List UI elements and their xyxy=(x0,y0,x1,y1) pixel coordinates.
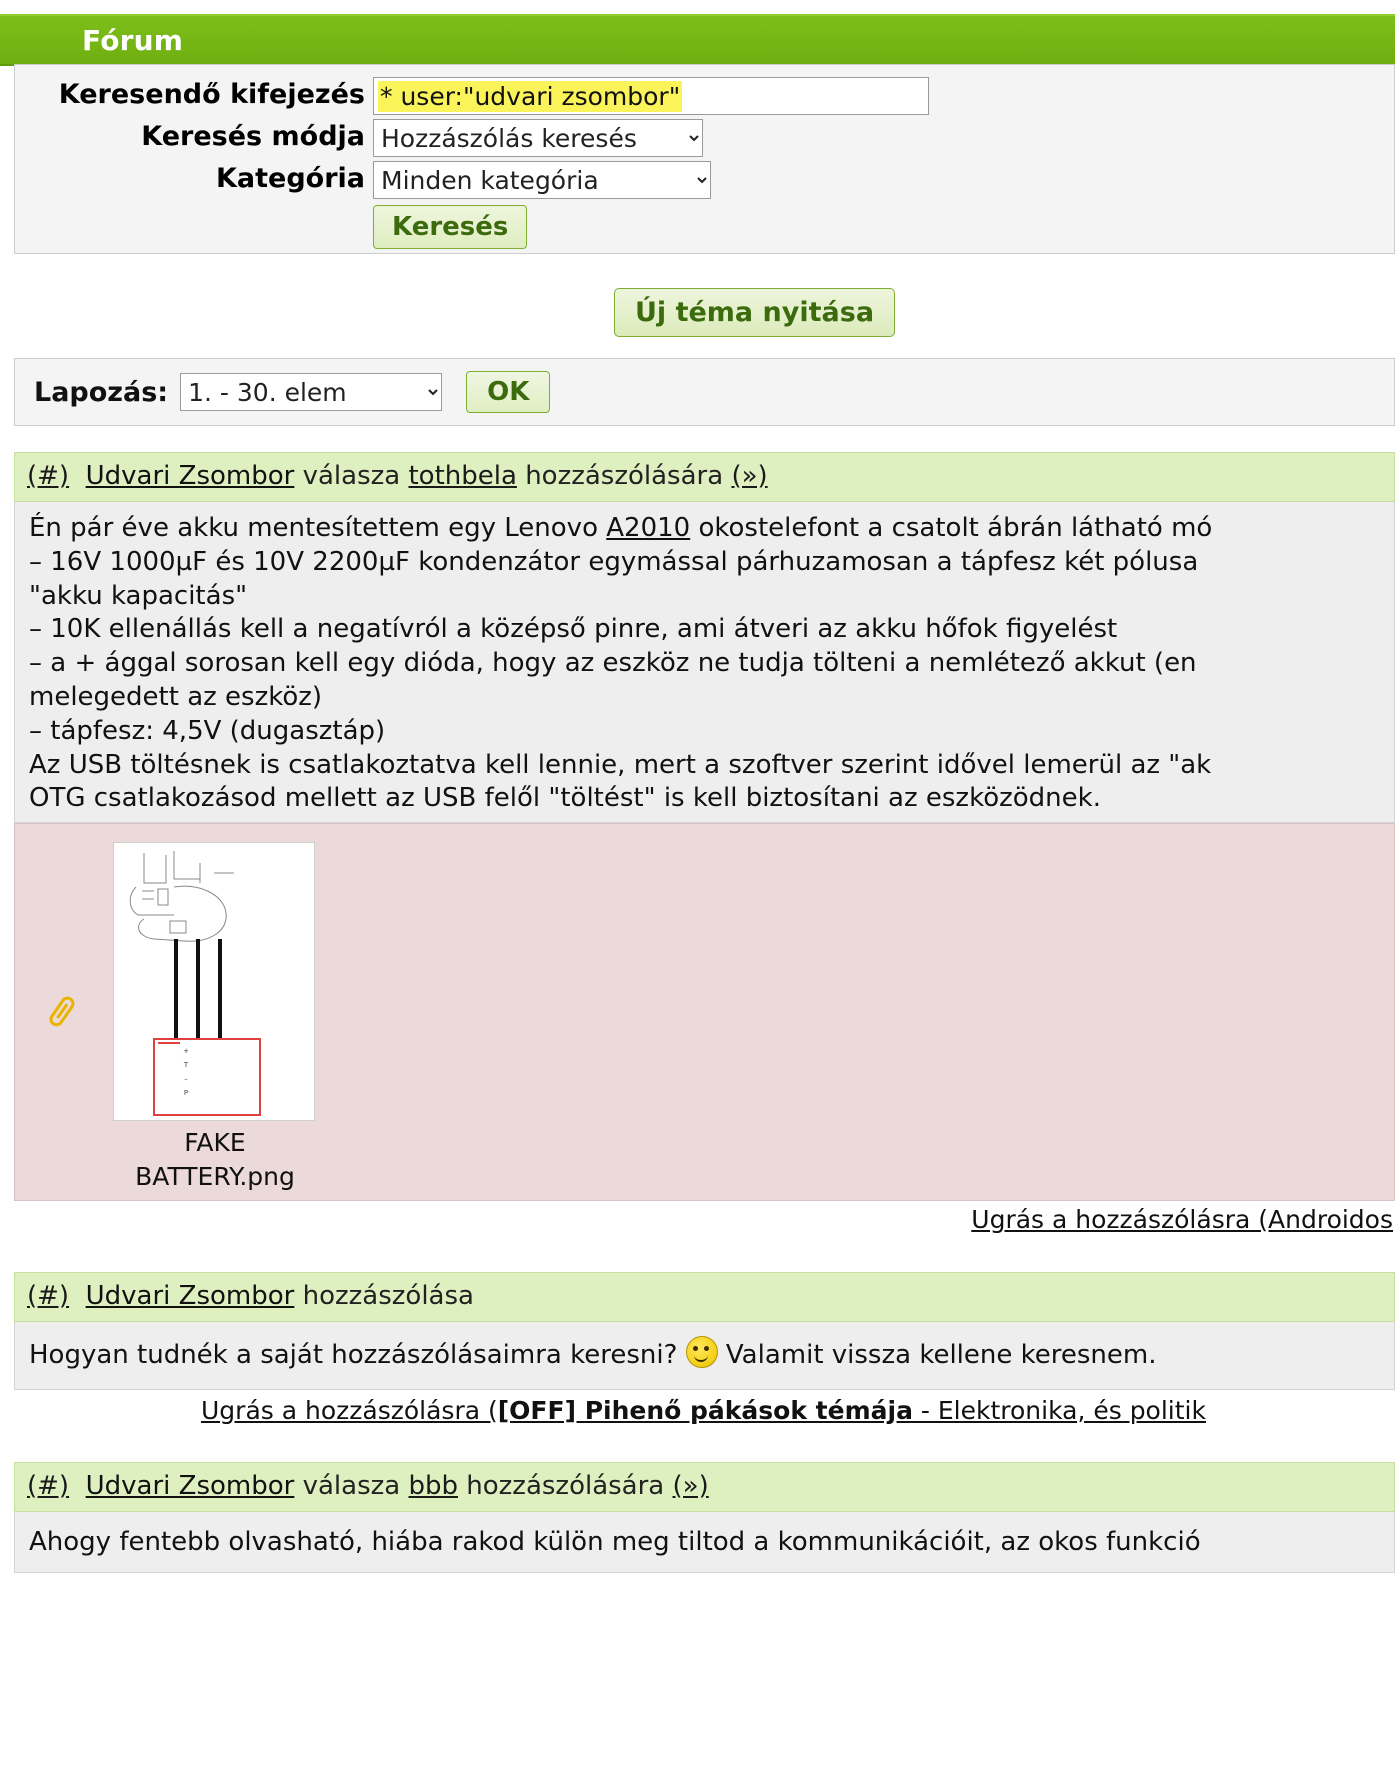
attachment-filename xyxy=(75,1126,355,1194)
post-target-author-link[interactable]: tothbela xyxy=(408,461,517,491)
post-permalink[interactable]: (#) xyxy=(27,1281,70,1311)
post-line: Én pár éve akku mentesítettem egy Lenovo A2010 okostelefont a csatolt ábrán látható mó xyxy=(29,513,1213,543)
post-line: – 10K ellenállás kell a negatívról a középső pinre, ami átveri az akku hőfok figyelést xyxy=(29,614,1118,645)
jump-suffix: - Elektronika, és politik xyxy=(912,1395,1206,1425)
search-submit-button[interactable]: Keresés xyxy=(373,205,527,249)
post-author-link[interactable]: Udvari Zsombor xyxy=(85,1281,295,1311)
search-panel xyxy=(14,64,1395,254)
svg-text:P: P xyxy=(183,1089,189,1098)
post-header xyxy=(14,452,1395,502)
svg-text:T: T xyxy=(183,1061,189,1070)
attachment-filename-line1: FAKE xyxy=(184,1128,246,1158)
page-title: Fórum xyxy=(82,23,184,57)
search-term-label: Keresendő kifejezés xyxy=(58,79,365,110)
search-category-select[interactable] xyxy=(373,161,711,199)
post-body xyxy=(14,502,1395,823)
post-line-pre: Hogyan tudnék a saját hozzászólásaimra keresni? xyxy=(29,1340,686,1370)
search-category-label: Kategória xyxy=(215,163,365,194)
post-action2-text: hozzászólására xyxy=(525,461,724,491)
post-author-link[interactable]: Udvari Zsombor xyxy=(85,461,295,491)
post-item xyxy=(14,1462,1395,1573)
post-action2-text: hozzászólására xyxy=(466,1471,665,1501)
attachment-filename-line2: BATTERY.png xyxy=(135,1161,295,1191)
post-line: OTG csatlakozásod mellett az USB felől "töltést" is kell biztosítani az eszközödnek. xyxy=(29,783,1101,814)
pager-panel xyxy=(14,358,1395,426)
post-line-post: Valamit vissza kellene keresnem. xyxy=(717,1340,1157,1370)
post-target-author-link[interactable]: bbb xyxy=(408,1471,458,1501)
pager-select[interactable] xyxy=(180,373,442,411)
post-action-text: válasza xyxy=(302,461,401,491)
post-quote-link[interactable]: (») xyxy=(731,461,768,491)
jump-to-post-link[interactable] xyxy=(201,1396,1206,1425)
forum-header-bar xyxy=(0,14,1395,66)
search-input[interactable] xyxy=(373,77,929,115)
post-item xyxy=(14,1272,1395,1425)
post-jump-line xyxy=(14,1201,1395,1234)
jump-prefix: Ugrás a hozzászólásra ( xyxy=(201,1395,498,1425)
pager-ok-button[interactable]: OK xyxy=(466,371,550,413)
post-line: "akku kapacitás" xyxy=(29,580,248,611)
search-input-value: * user:"udvari zsombor" xyxy=(380,81,681,111)
post-header xyxy=(14,1272,1395,1322)
attachment-box xyxy=(14,823,1395,1201)
post-body xyxy=(14,1322,1395,1390)
post-line: Az USB töltésnek is csatlakoztatva kell lennie, mert a szoftver szerint idővel lemerül az "ak xyxy=(29,749,1212,780)
post-permalink[interactable]: (#) xyxy=(27,461,70,491)
post-line: – a + ággal sorosan kell egy dióda, hogy az eszköz ne tudja tölteni a nemlétező akkut (en xyxy=(29,648,1197,679)
svg-text:–: – xyxy=(184,1075,188,1084)
post-item xyxy=(14,452,1395,1234)
search-mode-select[interactable] xyxy=(373,119,703,157)
post-permalink[interactable]: (#) xyxy=(27,1471,70,1501)
search-mode-label: Keresés módja xyxy=(141,121,365,152)
post-header xyxy=(14,1462,1395,1512)
post-body xyxy=(14,1512,1395,1573)
post-line: Ahogy fentebb olvasható, hiába rakod külön meg tiltod a kommunikációit, az okos funkció xyxy=(29,1527,1201,1557)
post-line: – tápfesz: 4,5V (dugasztáp) xyxy=(29,715,386,746)
jump-to-post-link[interactable]: Ugrás a hozzászólásra (Androidos xyxy=(971,1205,1393,1235)
jump-topic-name: [OFF] Pihenő pákások témája xyxy=(497,1395,913,1425)
new-topic-button[interactable]: Új téma nyitása xyxy=(614,288,895,337)
attachment-thumbnail[interactable] xyxy=(113,842,315,1121)
post-line: melegedett az eszköz) xyxy=(29,681,323,712)
smiley-icon xyxy=(686,1336,718,1368)
post-author-link[interactable]: Udvari Zsombor xyxy=(85,1471,295,1501)
post-action-text: válasza xyxy=(302,1471,401,1501)
svg-text:+: + xyxy=(183,1047,189,1056)
post-quote-link[interactable]: (») xyxy=(672,1471,709,1501)
paperclip-icon xyxy=(41,992,81,1032)
pager-label: Lapozás: xyxy=(34,376,169,408)
post-line: – 16V 1000µF és 10V 2200µF kondenzátor egymással párhuzamosan a tápfesz két pólusa xyxy=(29,546,1199,577)
post-action-text: hozzászólása xyxy=(302,1281,474,1311)
post-jump-line xyxy=(14,1390,1395,1425)
